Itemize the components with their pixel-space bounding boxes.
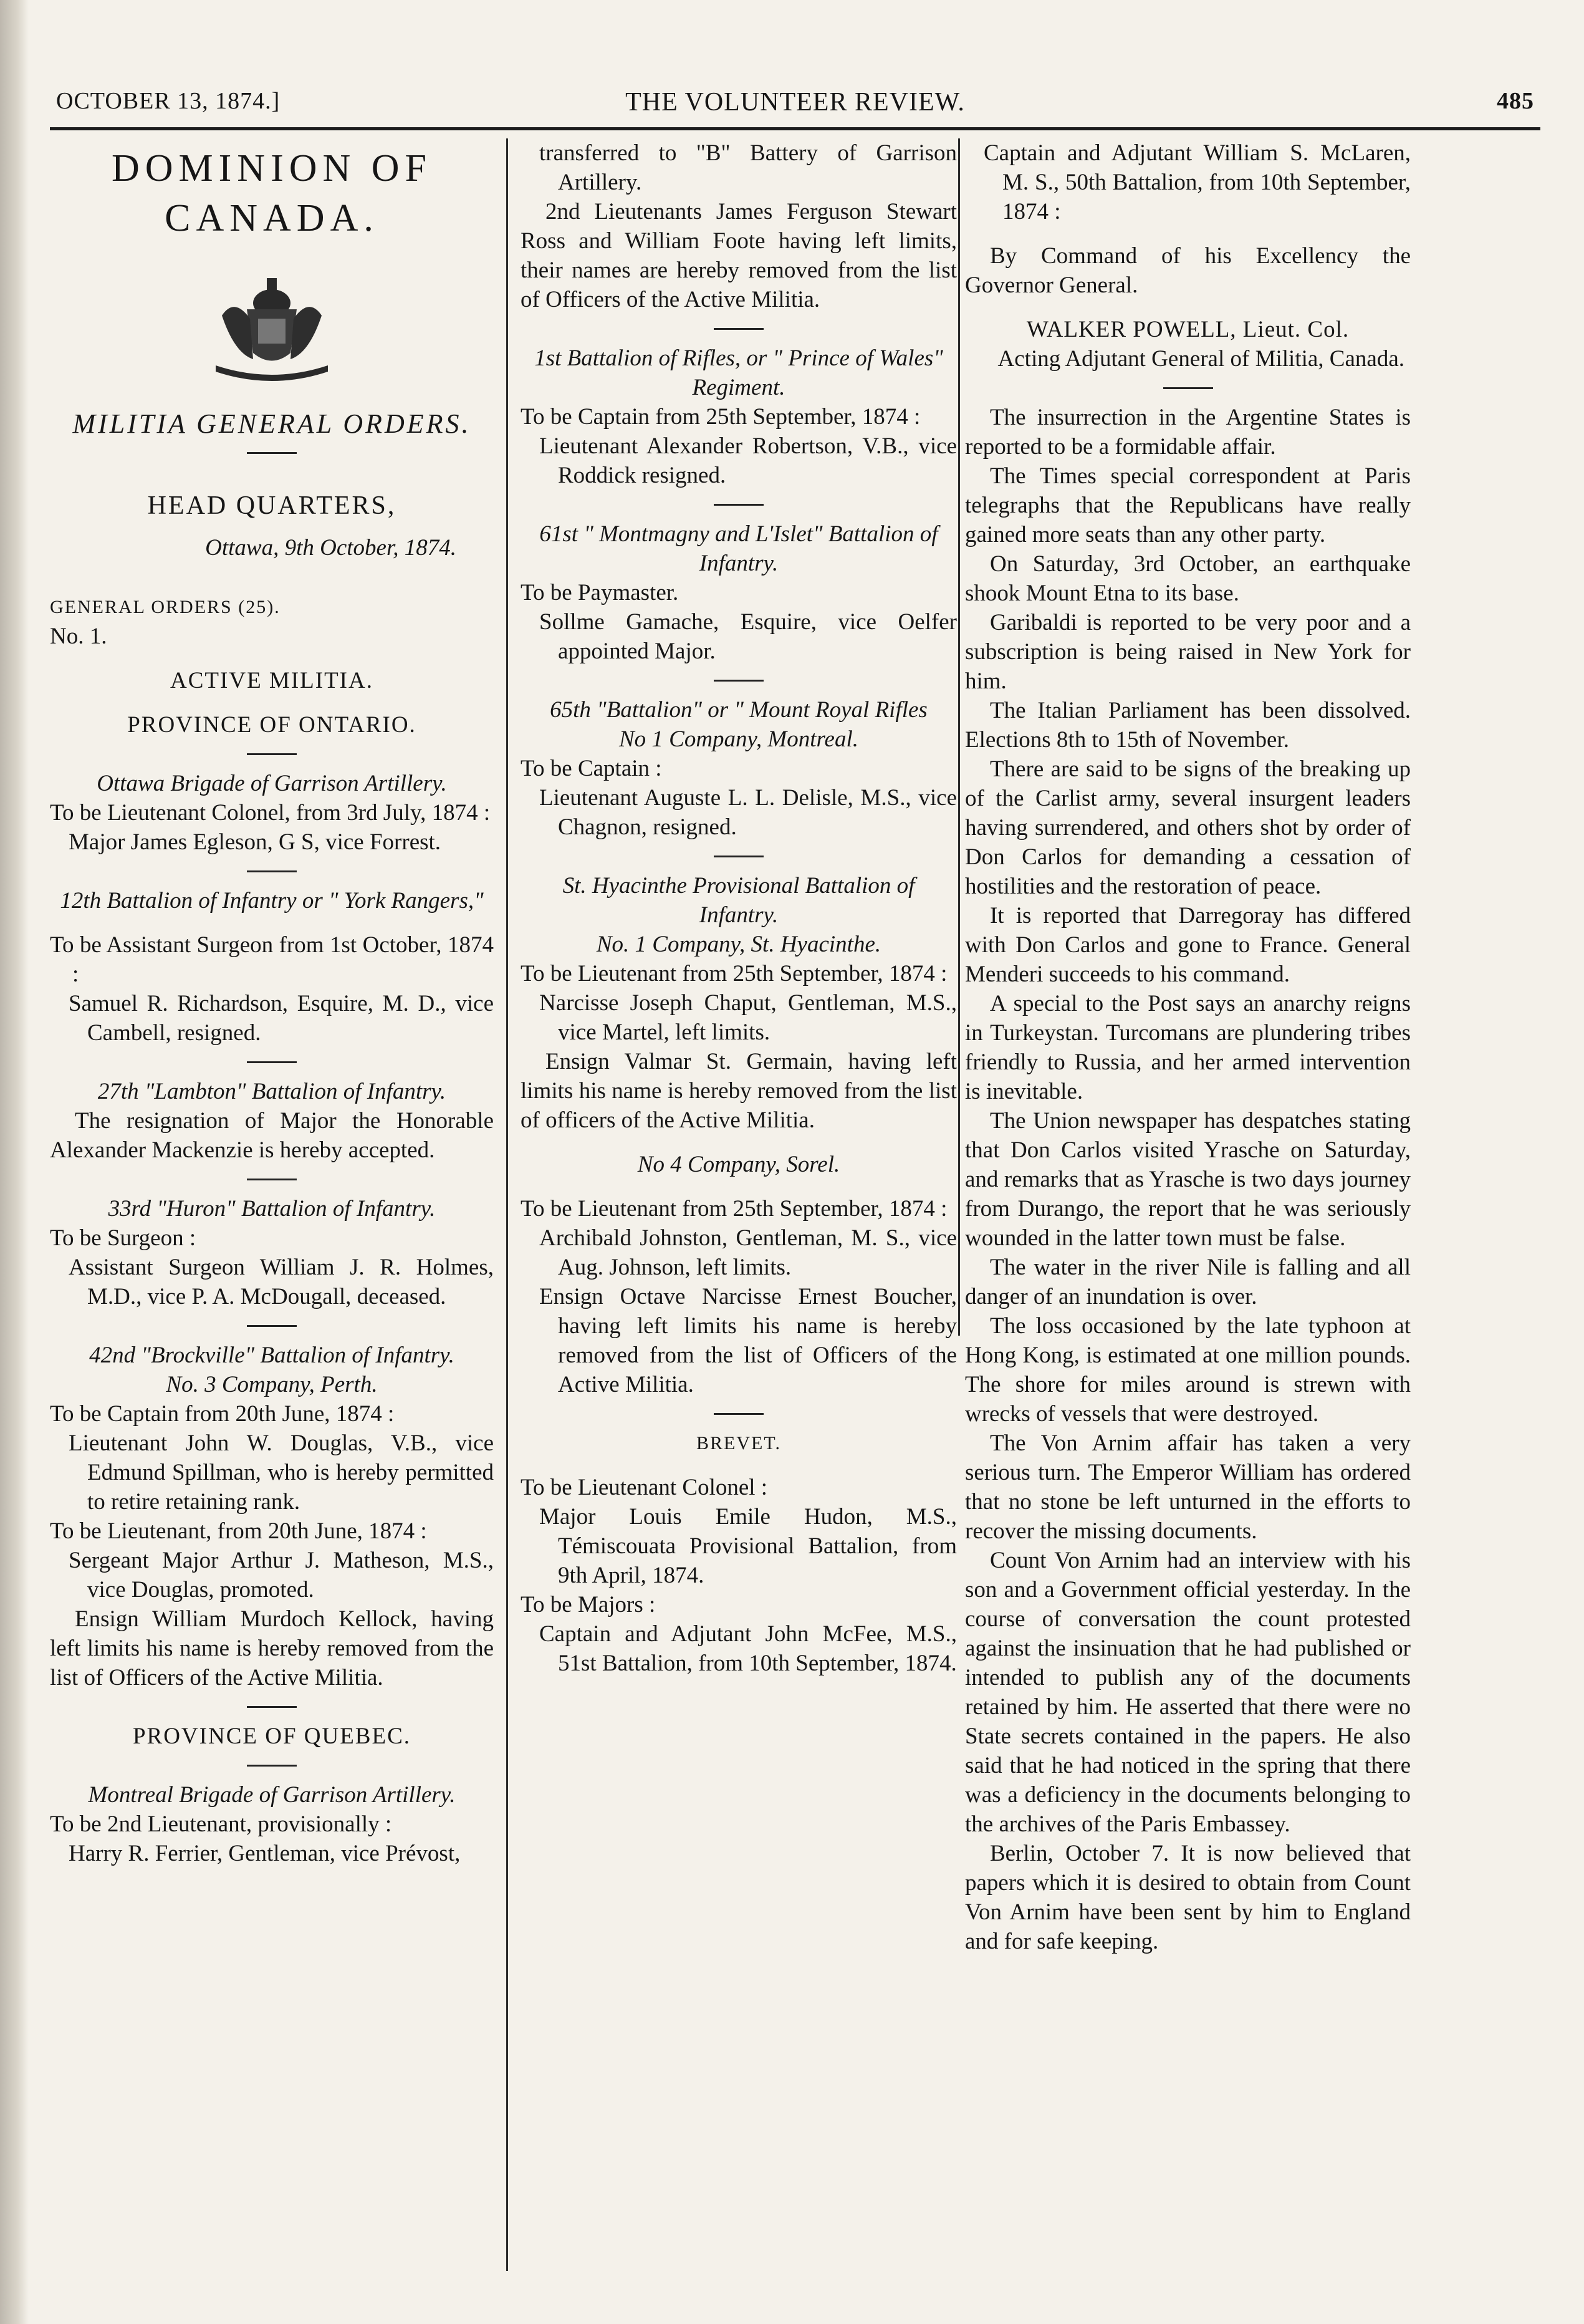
order-text: Major James Egleson, G S, vice Forrest. — [69, 829, 441, 855]
by-command: By Command of his Excellency the Governor General. — [965, 243, 1411, 298]
order-text: Captain and Adjutant John McFee, M.S., 51st Battalion, from 10th September, 1874. — [539, 1621, 957, 1676]
order-text: Archibald Johnston, Gentleman, M. S., vice Aug. Johnson, left limits. — [539, 1225, 957, 1280]
company-heading: No. 1 Company, St. Hyacinthe. — [596, 932, 881, 957]
divider — [247, 1765, 297, 1767]
order-text: To be Captain : — [521, 756, 662, 781]
company-heading: No. 3 Company, Perth. — [166, 1372, 378, 1397]
order-text: To be Assistant Surgeon from 1st October, 1874 : — [50, 932, 494, 987]
order-text: To be Lieutenant, from 20th June, 1874 : — [50, 1518, 427, 1544]
company-heading: No 4 Company, Sorel. — [637, 1152, 840, 1177]
order-text: To be 2nd Lieutenant, provisionally : — [50, 1811, 392, 1837]
order-text: To be Captain from 25th September, 1874 : — [521, 404, 921, 430]
unit-heading: St. Hyacinthe Provisional Battalion of Infantry. — [562, 873, 915, 928]
order-text: Harry R. Ferrier, Gentleman, vice Prévost, — [69, 1841, 461, 1866]
newspaper-title: THE VOLUNTEER REVIEW. — [625, 88, 965, 117]
column-rule — [958, 138, 960, 1336]
divider — [714, 680, 764, 682]
divider — [714, 328, 764, 330]
news-item: The water in the river Nile is falling and all danger of an inundation is over. — [965, 1255, 1411, 1309]
news-item: A special to the Post says an anarchy reigns in Turkeystan. Turcomans are plundering tribes friendly to Russia, and her armed intervention is inevitable. — [965, 991, 1411, 1104]
order-text: Samuel R. Richardson, Esquire, M. D., vice Cambell, resigned. — [69, 991, 494, 1046]
column-rule — [506, 138, 508, 2271]
general-orders: GENERAL ORDERS (25). — [50, 597, 281, 617]
news-item: Berlin, October 7. It is now believed that papers which it is desired to obtain from Count Von Arnim have been sent by him to England and for safe keeping. — [965, 1841, 1411, 1954]
order-text: To be Lieutenant from 25th September, 1874 : — [521, 1196, 948, 1222]
news-items — [965, 403, 1411, 1956]
company-heading: No 1 Company, Montreal. — [618, 726, 859, 752]
column-3 — [965, 138, 1411, 1956]
divider — [247, 1325, 297, 1327]
order-text: To be Majors : — [521, 1592, 656, 1618]
order-text: To be Surgeon : — [50, 1225, 196, 1251]
divider — [247, 870, 297, 872]
news-item: The insurrection in the Argentine States is reported to be a formidable affair. — [965, 405, 1411, 460]
unit-heading: 1st Battalion of Rifles, or " Prince of Wales" Regiment. — [534, 345, 943, 400]
divider — [1163, 387, 1213, 389]
page-number: 485 — [1497, 88, 1534, 114]
order-text: transferred to "B" Battery of Garrison Artillery. — [539, 140, 957, 195]
news-item: The Italian Parliament has been dissolved. Elections 8th to 15th of November. — [965, 698, 1411, 753]
order-number: No. 1. — [50, 624, 107, 649]
province-heading: PROVINCE OF ONTARIO. — [127, 712, 416, 738]
hq-date: Ottawa, 9th October, 1874. — [205, 535, 456, 561]
order-text: To be Lieutenant Colonel : — [521, 1475, 768, 1500]
running-header — [50, 82, 1540, 130]
order-text: Lieutenant John W. Douglas, V.B., vice Edmund Spillman, who is hereby permitted to retire retaining rank. — [69, 1430, 494, 1515]
order-text: To be Lieutenant from 25th September, 1874 : — [521, 961, 948, 986]
divider — [247, 1061, 297, 1063]
divider — [247, 753, 297, 755]
order-text: Lieutenant Auguste L. L. Delisle, M.S., vice Chagnon, resigned. — [539, 785, 957, 840]
news-item: There are said to be signs of the breaking up of the Carlist army, several insurgent leaders having surrendered, and others shot by order of Don Carlos for demanding a cessation of hostilities and the restoration of peace. — [965, 756, 1411, 899]
orders-title: MILITIA GENERAL ORDERS. — [72, 408, 471, 439]
news-item: Garibaldi is reported to be very poor and a subscription is being raised in New York for him. — [965, 610, 1411, 694]
section-title: DOMINION OF CANADA. — [111, 147, 433, 239]
unit-heading: 27th "Lambton" Battalion of Infantry. — [97, 1079, 446, 1104]
news-item: On Saturday, 3rd October, an earthquake shook Mount Etna to its base. — [965, 551, 1411, 606]
unit-heading: 12th Battalion of Infantry or " York Rangers," — [60, 888, 484, 914]
news-item: It is reported that Darregoray has differed with Don Carlos and gone to France. General Menderi succeeds to his command. — [965, 903, 1411, 987]
order-text: To be Lieutenant Colonel, from 3rd July, 1874 : — [50, 800, 491, 826]
signature-title: Acting Adjutant General of Militia, Canada. — [997, 346, 1404, 372]
order-text: Lieutenant Alexander Robertson, V.B., vice Roddick resigned. — [539, 433, 957, 488]
unit-heading: 65th "Battalion" or " Mount Royal Rifles — [550, 697, 928, 723]
signature-name: WALKER POWELL, Lieut. Col. — [1026, 317, 1350, 342]
divider — [247, 1179, 297, 1180]
divider — [247, 1706, 297, 1708]
order-text: Ensign William Murdoch Kellock, having left limits his name is hereby removed from the list of Officers of the Active Militia. — [50, 1606, 494, 1690]
news-item: The Union newspaper has despatches stating that Don Carlos visited Yrasche on Saturday, and remarks that as Yrasche is two days journey from Durango, the report that he was seriously wounded in the latter town must be false. — [965, 1108, 1411, 1251]
column-1 — [50, 138, 494, 1868]
order-text: Sergeant Major Arthur J. Matheson, M.S., vice Douglas, promoted. — [69, 1548, 494, 1603]
column-2 — [521, 138, 957, 1678]
news-item: The Times special correspondent at Paris telegraphs that the Republicans have really gained more seats than any other party. — [965, 463, 1411, 547]
order-text: Assistant Surgeon William J. R. Holmes, M.D., vice P. A. McDougall, deceased. — [69, 1255, 494, 1309]
order-text: The resignation of Major the Honorable Alexander Mackenzie is hereby accepted. — [50, 1108, 494, 1163]
order-text: Ensign Octave Narcisse Ernest Boucher, having left limits his name is hereby removed from the list of Officers of the Active Militia. — [539, 1284, 957, 1397]
order-text: Sollme Gamache, Esquire, vice Oelfer appointed Major. — [539, 609, 957, 664]
unit-heading: 42nd "Brockville" Battalion of Infantry. — [89, 1343, 454, 1368]
order-text: Ensign Valmar St. Germain, having left limits his name is hereby removed from the list of officers of the Active Militia. — [521, 1049, 957, 1133]
divider — [247, 452, 297, 454]
news-item: The loss occasioned by the late typhoon at Hong Kong, is estimated at one million pounds. The shore for miles around is strewn with wrecks of vessels that were destroyed. — [965, 1313, 1411, 1427]
news-item: Count Von Arnim had an interview with his son and a Government official yesterday. In the course of conversation the count protested against the insinuation that he had published or intended to publish any of the documents retained by him. He asserted that there were no State secrets contained in the papers. He also said that he had noticed in the spring that there was a deficiency in the documents belonging to the archives of the Paris Embassey. — [965, 1548, 1411, 1837]
order-text: Captain and Adjutant William S. McLaren, M. S., 50th Battalion, from 10th September, 1874 : — [984, 140, 1411, 224]
unit-heading: 61st " Montmagny and L'Islet" Battalion of Infantry. — [539, 521, 938, 576]
order-text: Narcisse Joseph Chaput, Gentleman, M.S., vice Martel, left limits. — [539, 990, 957, 1045]
brevet-heading: BREVET. — [696, 1433, 781, 1454]
head-quarters: HEAD QUARTERS, — [147, 491, 396, 520]
order-text: 2nd Lieutenants James Ferguson Stewart Ross and William Foote having left limits, their names are hereby removed from the list of Officers of the Active Militia. — [521, 199, 957, 312]
unit-heading: Montreal Brigade of Garrison Artillery. — [88, 1782, 456, 1808]
coat-of-arms-icon — [197, 259, 347, 384]
province-heading: PROVINCE OF QUEBEC. — [132, 1724, 411, 1749]
order-text: Major Louis Emile Hudon, M.S., Témiscouata Provisional Battalion, from 9th April, 1874. — [539, 1504, 957, 1588]
unit-heading: 33rd "Huron" Battalion of Infantry. — [108, 1196, 436, 1222]
page-edge-shadow — [0, 0, 29, 2324]
divider — [714, 856, 764, 857]
news-item: The Von Arnim affair has taken a very serious turn. The Emperor William has ordered that no stone be left unturned in the efforts to recover the missing documents. — [965, 1430, 1411, 1544]
divider — [714, 504, 764, 506]
issue-date: OCTOBER 13, 1874.] — [56, 88, 281, 114]
order-text: To be Captain from 20th June, 1874 : — [50, 1401, 395, 1427]
divider — [714, 1413, 764, 1415]
order-text: To be Paymaster. — [521, 580, 679, 605]
unit-heading: Ottawa Brigade of Garrison Artillery. — [97, 771, 447, 796]
active-militia-heading: ACTIVE MILITIA. — [170, 668, 373, 693]
